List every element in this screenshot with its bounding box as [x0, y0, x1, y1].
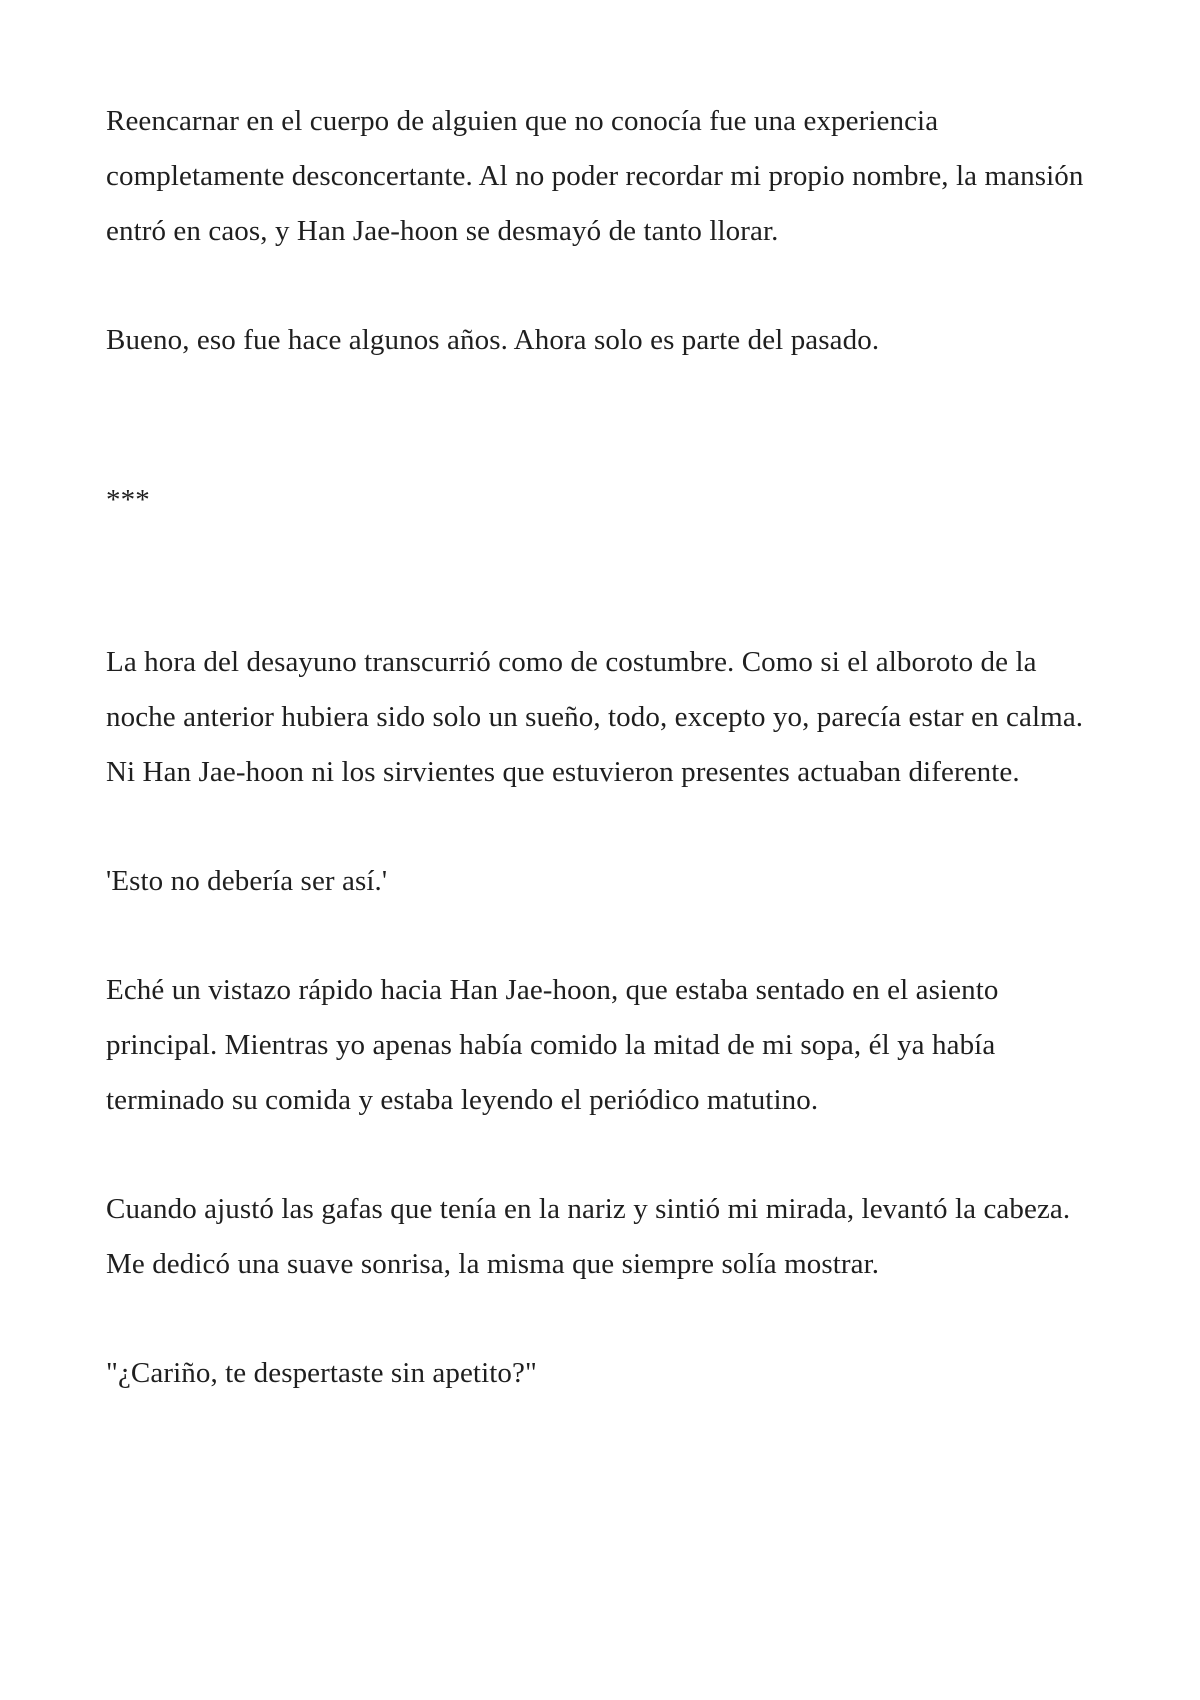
paragraph-thought: 'Esto no debería ser así.'	[106, 865, 388, 897]
document-body	[106, 94, 1106, 1455]
paragraph-breakfast: La hora del desayuno transcurrió como de costumbre. Como si el alboroto de la noche anterior hubiera sido solo un sueño, todo, excepto yo, parecía estar en calma. Ni Han Jae-hoon ni los sirvientes que estuvieron presentes actuaban diferente.	[106, 646, 1084, 788]
paragraph-past: Bueno, eso fue hace algunos años. Ahora solo es parte del pasado.	[106, 324, 880, 356]
section-separator: ***	[106, 484, 150, 516]
paragraph-reincarnation: Reencarnar en el cuerpo de alguien que no conocía fue una experiencia completamente desconcertante. Al no poder recordar mi propio nombre, la mansión entró en caos, y Han Jae-hoon se desmayó de tanto llorar.	[106, 105, 1084, 247]
paragraph-glasses: Cuando ajustó las gafas que tenía en la nariz y sintió mi mirada, levantó la cabeza. Me dedicó una suave sonrisa, la misma que siempre solía mostrar.	[106, 1193, 1071, 1280]
spacer	[106, 422, 1106, 473]
paragraph-glance: Eché un vistazo rápido hacia Han Jae-hoon, que estaba sentado en el asiento principal. Mientras yo apenas había comido la mitad de mi sopa, él ya había terminado su comida y estaba leyendo el periódico matutino.	[106, 974, 999, 1116]
spacer	[106, 528, 1106, 635]
paragraph-dialogue: "¿Cariño, te despertaste sin apetito?"	[106, 1357, 537, 1389]
